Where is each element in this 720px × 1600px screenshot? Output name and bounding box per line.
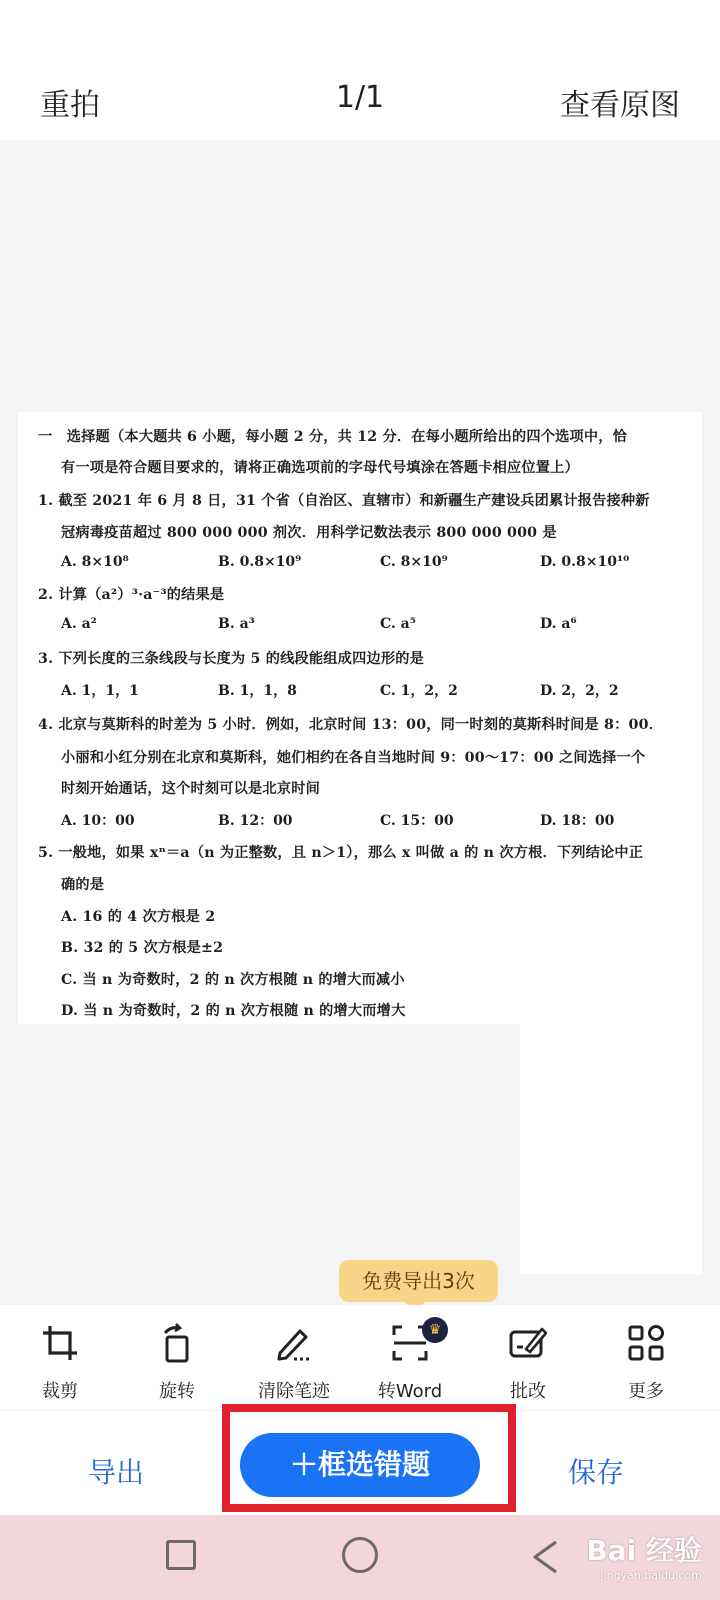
back-icon[interactable] [530, 1539, 560, 1575]
doc-line: 小丽和小红分别在北京和莫斯科，她们相约在各自当地时间 9：00～17：00 之间选择一个 [61, 750, 646, 766]
q3-option: B. 1，1，8 [218, 683, 297, 699]
eraser-pen-icon [274, 1323, 314, 1363]
doc-line: 1. 截至 2021 年 6 月 8 日，31 个省（自治区、直辖市）和新疆生产建设兵团累计报告接种新 [38, 493, 650, 509]
q2-option: B. a³ [218, 616, 255, 632]
q2-option: A. a² [61, 616, 97, 632]
q1-option: D. 0.8×10¹⁰ [540, 554, 630, 570]
q2-option: D. a⁶ [540, 616, 577, 632]
grade-label: 批改 [510, 1381, 546, 1402]
retake-button[interactable]: 重拍 [40, 88, 100, 123]
clear-strokes-button[interactable] [244, 1305, 344, 1410]
to-word-label: 转Word [377, 1381, 443, 1402]
watermark-url: jingyan.baidu.com [600, 1569, 702, 1582]
recent-apps-icon[interactable] [166, 1540, 196, 1570]
page-indicator: 1/1 [335, 80, 385, 115]
red-highlight-box [222, 1404, 516, 1512]
grade-button[interactable] [478, 1305, 578, 1410]
q4-option: D. 18：00 [540, 813, 615, 829]
save-button[interactable]: 保存 [568, 1456, 625, 1489]
more-grid-icon [626, 1323, 666, 1363]
baidu-watermark [586, 1529, 702, 1582]
doc-line: 2. 计算（a²）³·a⁻³的结果是 [38, 587, 225, 603]
paper-edge [520, 1024, 702, 1274]
view-original-button[interactable]: 查看原图 [560, 88, 680, 123]
doc-line: 冠病毒疫苗超过 800 000 000 剂次．用科学记数法表示 800 000 000 是 [61, 525, 557, 541]
clear-strokes-label: 清除笔迹 [258, 1381, 330, 1402]
doc-line: 确的是 [61, 877, 105, 893]
doc-line: C. 当 n 为奇数时，2 的 n 次方根随 n 的增大而减小 [61, 972, 405, 988]
q1-option: A. 8×10⁸ [61, 554, 129, 570]
q3-option: C. 1，2，2 [380, 683, 458, 699]
free-export-tooltip: 免费导出3次 [339, 1260, 498, 1302]
scanned-exam-paper[interactable] [18, 412, 702, 1024]
system-nav-bar [0, 1515, 720, 1600]
select-wrong-question-button[interactable]: ＋框选错题 [240, 1433, 480, 1497]
watermark-logo: Bai 经验 [586, 1534, 702, 1567]
crop-button[interactable] [10, 1305, 110, 1410]
more-label: 更多 [628, 1381, 664, 1402]
more-button[interactable] [596, 1305, 696, 1410]
home-icon[interactable] [342, 1537, 378, 1573]
crop-label: 裁剪 [42, 1381, 78, 1402]
doc-line: 4. 北京与莫斯科的时差为 5 小时．例如，北京时间 13：00，同一时刻的莫斯科时间是 8：00． [38, 717, 664, 733]
q3-option: A. 1，1，1 [61, 683, 139, 699]
doc-line: 5. 一般地，如果 xⁿ＝a（n 为正整数，且 n＞1），那么 x 叫做 a 的 n 次方根．下列结论中正 [38, 845, 644, 861]
q1-option: B. 0.8×10⁹ [218, 554, 302, 570]
doc-line: 一 选择题（本大题共 6 小题，每小题 2 分，共 12 分．在每小题所给出的四个选项中，恰 [38, 429, 628, 445]
doc-line: 有一项是符合题目要求的，请将正确选项前的字母代号填涂在答题卡相应位置上） [61, 460, 579, 476]
rotate-button[interactable] [127, 1305, 227, 1410]
rotate-icon [157, 1323, 197, 1363]
doc-line: B. 32 的 5 次方根是±2 [61, 940, 224, 956]
q4-option: A. 10：00 [61, 813, 135, 829]
doc-line: D. 当 n 为奇数时，2 的 n 次方根随 n 的增大而增大 [61, 1003, 406, 1019]
doc-line: 时刻开始通话，这个时刻可以是北京时间 [61, 781, 320, 797]
q4-option: B. 12：00 [218, 813, 293, 829]
q4-option: C. 15：00 [380, 813, 454, 829]
crop-icon [40, 1323, 80, 1363]
q3-option: D. 2，2，2 [540, 683, 619, 699]
q1-option: C. 8×10⁹ [380, 554, 448, 570]
doc-line: 3. 下列长度的三条线段与长度为 5 的线段能组成四边形的是 [38, 651, 425, 667]
doc-line: A. 16 的 4 次方根是 2 [61, 909, 216, 925]
to-word-button[interactable] [360, 1305, 460, 1410]
edit-toolbar [0, 1305, 720, 1410]
crown-icon: ♛ [422, 1317, 448, 1343]
top-bar [0, 0, 720, 140]
document-preview-area [0, 140, 720, 1305]
q2-option: C. a⁵ [380, 616, 416, 632]
export-button[interactable]: 导出 [88, 1456, 145, 1489]
grade-edit-icon [508, 1323, 548, 1363]
rotate-label: 旋转 [159, 1381, 195, 1402]
